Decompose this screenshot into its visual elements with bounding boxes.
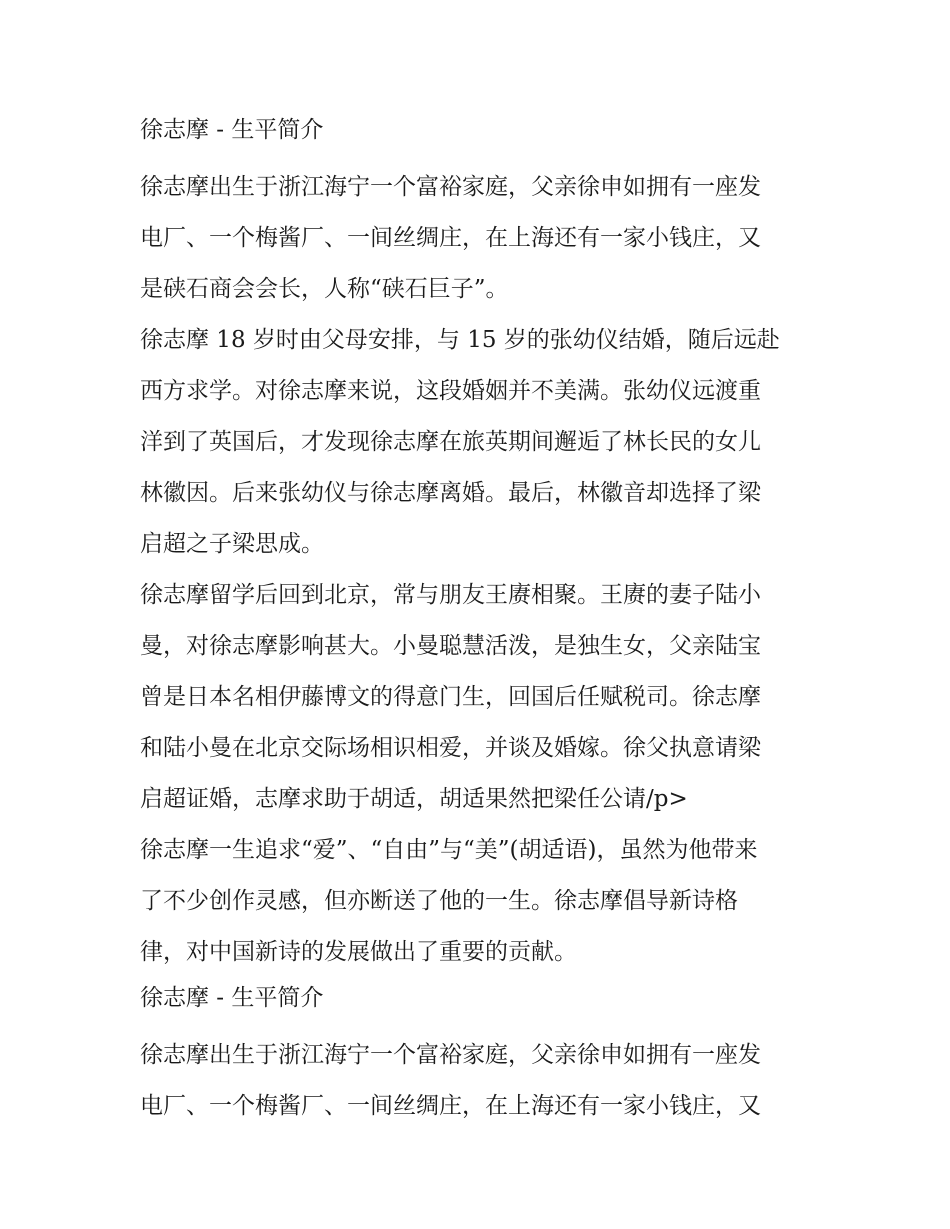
paragraph-family [140,162,816,315]
text-line: 徐志摩出生于浙江海宁一个富裕家庭，父亲徐申如拥有一座发 [140,1042,761,1068]
text-line: 徐志摩一生追求“爱”、“自由”与“美”(胡适语)，虽然为他带来 [140,837,758,863]
text-line: 启超证婚，志摩求助于胡适，胡适果然把梁任公请/p> [140,786,688,812]
text-line: 西方求学。对徐志摩来说，这段婚姻并不美满。张幼仪远渡重 [140,378,761,404]
text-line: 曼，对徐志摩影响甚大。小曼聪慧活泼，是独生女，父亲陆宝 [140,633,761,659]
section-title: 徐志摩 - 生平简介 [140,117,324,143]
text-line: 徐志摩留学后回到北京，常与朋友王赓相聚。王赓的妻子陆小 [140,582,761,608]
text-line: 徐志摩出生于浙江海宁一个富裕家庭，父亲徐申如拥有一座发 [140,174,761,200]
text-line: 是硖石商会会长，人称“硖石巨子”。 [140,276,509,302]
text-line: 律，对中国新诗的发展做出了重要的贡献。 [140,939,577,965]
text-line: 启超之子梁思成。 [140,531,324,557]
text-line: 了不少创作灵感，但亦断送了他的一生。徐志摩倡导新诗格 [140,888,738,914]
paragraph-beijing [140,570,816,825]
paragraph-marriage [140,315,816,570]
section-title-repeat: 徐志摩 - 生平简介 [140,985,324,1011]
text-line: 洋到了英国后，才发现徐志摩在旅英期间邂逅了林长民的女儿 [140,429,761,455]
text-line: 徐志摩 18 岁时由父母安排，与 15 岁的张幼仪结婚，随后远赴 [140,327,780,353]
paragraph-family-repeat [140,1030,816,1132]
paragraph-legacy [140,825,816,978]
text-line: 曾是日本名相伊藤博文的得意门生，回国后任赋税司。徐志摩 [140,684,761,710]
text-line: 电厂、一个梅酱厂、一间丝绸庄，在上海还有一家小钱庄，又 [140,225,761,251]
text-line: 和陆小曼在北京交际场相识相爱，并谈及婚嫁。徐父执意请梁 [140,735,761,761]
text-line: 电厂、一个梅酱厂、一间丝绸庄，在上海还有一家小钱庄，又 [140,1093,761,1119]
text-line: 林徽因。后来张幼仪与徐志摩离婚。最后，林徽音却选择了梁 [140,480,761,506]
document-body [140,110,816,1132]
